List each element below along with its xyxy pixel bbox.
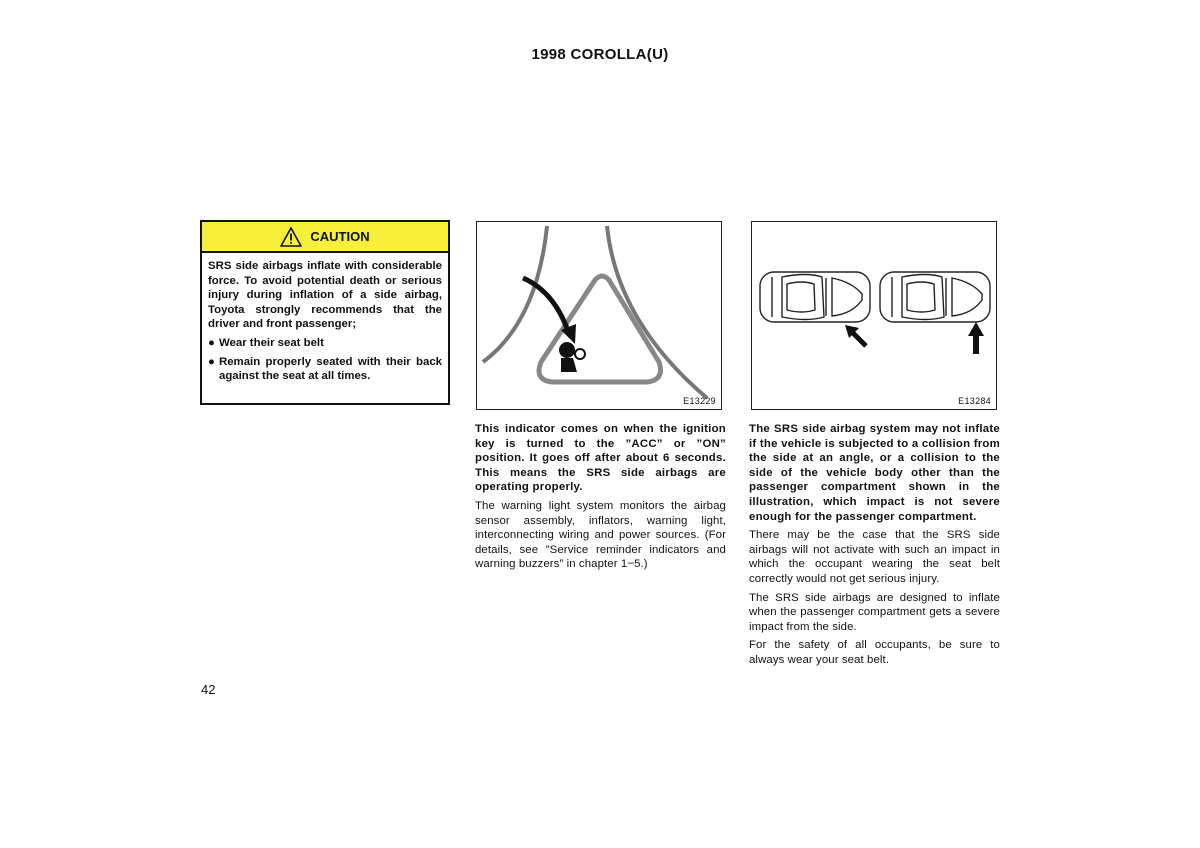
side-airbag-paragraph: For the safety of all occupants, be sure to always wear your seat belt.: [749, 639, 1000, 666]
srs-airbag-warning-light-icon: [477, 222, 722, 410]
two-cars-side-impact-icon: [752, 222, 997, 410]
figure-code: E13229: [683, 396, 716, 406]
caution-bullet: [208, 336, 442, 351]
page-number: 42: [201, 682, 216, 697]
caution-header: [202, 222, 448, 253]
caution-heading: CAUTION: [310, 229, 370, 244]
side-airbag-paragraph: There may be the case that the SRS side airbags will not activate with such an impact in which the occupant wearing the seat belt correctly would not get serious injury.: [749, 529, 1000, 585]
indicator-paragraph: The warning light system monitors the airbag sensor assembly, inflators, warning light, interconnecting wiring and power sources. (For details, see ”Service reminder indicators and warning buzzers” in chapter 1−5.): [475, 499, 726, 571]
caution-body: [202, 253, 448, 384]
text-column-indicator: [475, 422, 726, 576]
bullet-dot-icon: ●: [208, 355, 215, 368]
text-column-side-airbag: [749, 422, 1000, 672]
warning-triangle-icon: [280, 227, 302, 247]
side-airbag-bold-paragraph: The SRS side airbag system may not inflate if the vehicle is subjected to a collision from the side at an angle, or a collision to the side of the vehicle body other than the passenger compartment shown in the illustration, which impact is not severe enough for the passenger compartment.: [749, 423, 1001, 523]
caution-text: SRS side airbags inflate with considerable force. To avoid potential death or serious injury during inflation of a side airbag, Toyota strongly recommends that the driver and front passenger;: [208, 260, 442, 331]
bullet-dot-icon: ●: [208, 336, 215, 349]
figure-code: E13284: [958, 396, 991, 406]
indicator-bold-paragraph: This indicator comes on when the ignition key is turned to the ”ACC” or ”ON” position. It goes off after about 6 seconds. This means the SRS side airbags are operating properly.: [475, 423, 726, 494]
caution-box: [200, 220, 450, 405]
side-airbag-paragraph: The SRS side airbags are designed to inflate when the passenger compartment gets a severe impact from the side.: [749, 591, 1000, 633]
caution-bullet: [208, 355, 442, 384]
page-header-title: 1998 COROLLA(U): [531, 46, 669, 63]
figure-srs-indicator: [476, 221, 722, 410]
figure-side-impact: [751, 221, 997, 410]
caution-bullet-text: Remain properly seated with their back against the seat at all times.: [219, 355, 442, 383]
caution-bullet-text: Wear their seat belt: [219, 336, 324, 349]
